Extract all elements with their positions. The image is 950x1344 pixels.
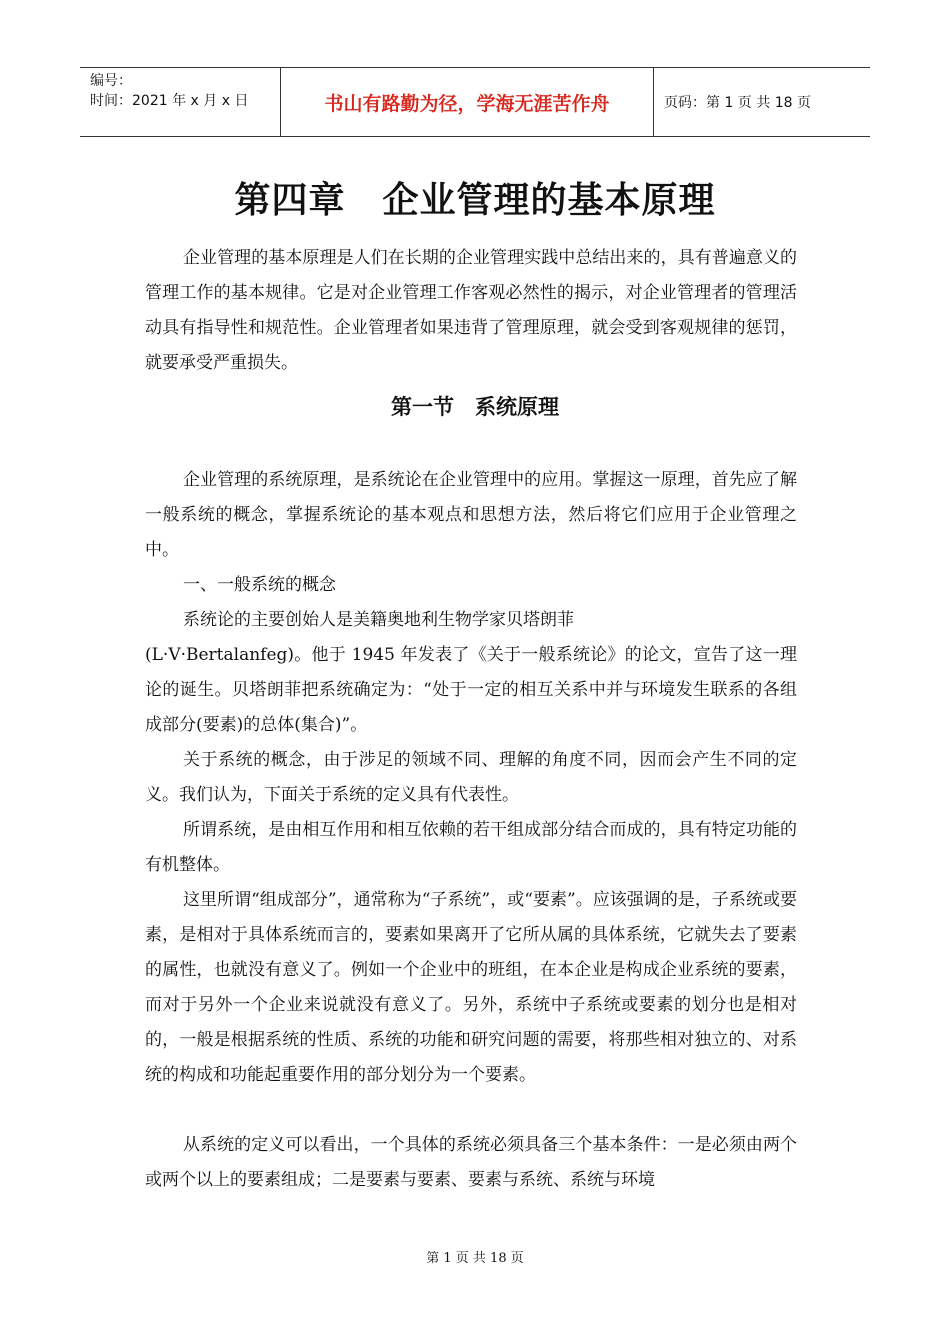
header-meta-cell bbox=[80, 68, 281, 136]
header-table bbox=[80, 67, 870, 137]
section-title: 第一节 系统原理 bbox=[391, 395, 559, 419]
header-page-info: 页码：第 1 页 共 18 页 bbox=[664, 95, 811, 111]
document-date-label: 时间：2021 年 x 月 x 日 bbox=[90, 93, 249, 109]
page-footer: 第 1 页 共 18 页 bbox=[426, 1251, 524, 1266]
paragraph-concept: 关于系统的概念，由于涉足的领域不同、理解的角度不同，因而会产生不同的定义。我们认为，下面关于系统的定义具有代表性。 bbox=[145, 750, 797, 805]
document-number-label: 编号： bbox=[90, 73, 132, 89]
paragraph-conditions: 从系统的定义可以看出，一个具体的系统必须具备三个基本条件：一是必须由两个或两个以上的要素组成；二是要素与要素、要素与系统、系统与环境 bbox=[145, 1135, 797, 1190]
header-motto: 书山有路勤为径，学海无涯苦作舟 bbox=[281, 68, 654, 136]
paragraph-definition: 所谓系统，是由相互作用和相互依赖的若干组成部分结合而成的，具有特定功能的有机整体。 bbox=[145, 820, 797, 875]
paragraph-founder: (L·V·Bertalanfeg)。他于 1945 年发表了《关于一般系统论》的论文，宣告了这一理论的诞生。贝塔朗菲把系统确定为：“处于一定的相互关系中并与环境发生联系的各组成部分(要素)的总体(集合)”。 bbox=[145, 645, 797, 735]
chapter-title: 第四章 企业管理的基本原理 bbox=[234, 180, 716, 221]
subheading-general-system: 一、一般系统的概念 bbox=[183, 575, 336, 595]
intro-paragraph: 企业管理的基本原理是人们在长期的企业管理实践中总结出来的，具有普遍意义的管理工作的基本规律。它是对企业管理工作客观必然性的揭示，对企业管理者的管理活动具有指导性和规范性。企业管理者如果违背了管理原理，就会受到客观规律的惩罚，就要承受严重损失。 bbox=[145, 248, 797, 373]
paragraph-founder-line: 系统论的主要创始人是美籍奥地利生物学家贝塔朗菲 bbox=[183, 610, 574, 630]
paragraph-system-principle: 企业管理的系统原理，是系统论在企业管理中的应用。掌握这一原理，首先应了解一般系统的概念，掌握系统论的基本观点和思想方法，然后将它们应用于企业管理之中。 bbox=[145, 470, 797, 560]
paragraph-components: 这里所谓“组成部分”，通常称为“子系统”，或“要素”。应该强调的是，子系统或要素，是相对于具体系统而言的，要素如果离开了它所从属的具体系统，它就失去了要素的属性，也就没有意义了。例如一个企业中的班组，在本企业是构成企业系统的要素，而对于另外一个企业来说就没有意义了。另外，系统中子系统或要素的划分也是相对的，一般是根据系统的性质、系统的功能和研究问题的需要，将那些相对独立的、对系统的构成和功能起重要作用的部分划分为一个要素。 bbox=[145, 890, 797, 1085]
